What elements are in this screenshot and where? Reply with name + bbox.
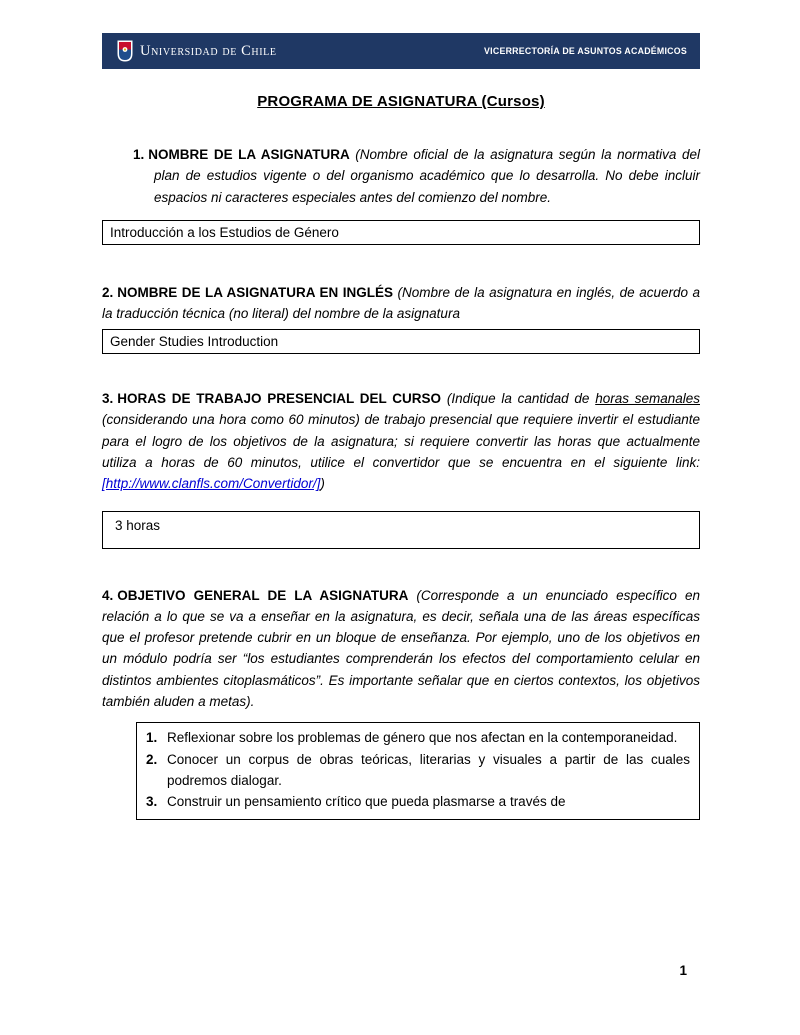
hours-field[interactable] <box>102 511 700 549</box>
course-name-value: Introducción a los Estudios de Género <box>110 224 339 240</box>
objective-item <box>146 749 690 792</box>
university-crest-icon <box>117 40 133 62</box>
section-2-number: 2. <box>102 285 114 301</box>
section-1-paragraph <box>102 144 700 208</box>
course-name-field[interactable] <box>102 220 700 245</box>
objectives-field[interactable] <box>136 722 700 819</box>
section-1-heading: NOMBRE DE LA ASIGNATURA <box>148 147 350 162</box>
objective-text: Reflexionar sobre los problemas de género que nos afectan en la contemporaneidad. <box>167 730 678 746</box>
english-name-value: Gender Studies Introduction <box>110 333 279 349</box>
weekly-hours-underlined-term: horas semanales <box>595 391 700 407</box>
section-3-description-part1: (Indique la cantidad de <box>446 391 596 407</box>
objective-number: 1. <box>146 730 158 746</box>
section-3-paragraph <box>102 388 700 494</box>
section-4-number: 4. <box>102 587 114 603</box>
vicerrectoria-label: VICERRECTORÍA DE ASUNTOS ACADÉMICOS <box>484 46 687 56</box>
section-3-heading: HORAS DE TRABAJO PRESENCIAL DEL CURSO <box>117 391 442 407</box>
section-2-paragraph <box>102 282 700 325</box>
objective-item <box>146 727 690 748</box>
objective-item <box>146 791 690 812</box>
section-3-description-part3: ) <box>320 476 325 492</box>
objective-number: 3. <box>146 794 158 810</box>
section-3-number: 3. <box>102 391 114 407</box>
convertidor-link[interactable]: [http://www.clanfls.com/Convertidor/] <box>102 476 321 492</box>
university-logo <box>117 40 277 62</box>
objective-text: Construir un pensamiento crítico que pueda plasmarse a través de <box>167 794 566 810</box>
university-name: Universidad de Chile <box>140 42 277 59</box>
objective-number: 2. <box>146 751 158 767</box>
english-name-field[interactable] <box>102 329 700 354</box>
document-title: PROGRAMA DE ASIGNATURA (Cursos) <box>257 93 545 110</box>
objective-text: Conocer un corpus de obras teóricas, literarias y visuales a partir de las cuales podremos dialogar. <box>167 751 690 788</box>
section-4-description: (Corresponde a un enunciado específico en relación a lo que se va a enseñar en la asignatura, es decir, señala una de las áreas específicas que el profesor pretende cubrir en un bloque de enseñanza. Por ejemplo, uno de los objetivos en un módulo podría ser “los estudiantes comprenderán los efectos del comportamiento celular en distintos ambientes citoplasmáticos”. Es importante señalar que en ciertos contextos, los objetivos también aluden a metas). <box>102 587 700 710</box>
section-2-heading: NOMBRE DE LA ASIGNATURA EN INGLÉS <box>117 285 394 301</box>
page-number: 1 <box>679 963 687 978</box>
section-3-description-part2: (considerando una hora como 60 minutos) de trabajo presencial que requiere invertir el estudiante para el logro de los objetivos de la asignatura; si requiere convertir las horas que actualmente utiliza a horas de 60 minutos, utilice el convertidor que se encuentra en el siguiente link: <box>102 412 700 470</box>
section-2-description: (Nombre de la asignatura en inglés, de acuerdo a la traducción técnica (no literal) del nombre de la asignatura <box>102 285 700 322</box>
section-4-heading: OBJETIVO GENERAL DE LA ASIGNATURA <box>117 587 409 603</box>
section-4-paragraph <box>102 585 700 713</box>
section-1-description: (Nombre oficial de la asignatura según la normativa del plan de estudios vigente o del organismo académico que lo desarrolla. No debe incluir espacios ni caracteres especiales antes del comienzo del nombre. <box>154 147 700 205</box>
header-bar <box>102 33 700 69</box>
section-1-number: 1. <box>133 147 145 162</box>
hours-value: 3 horas <box>115 517 161 533</box>
